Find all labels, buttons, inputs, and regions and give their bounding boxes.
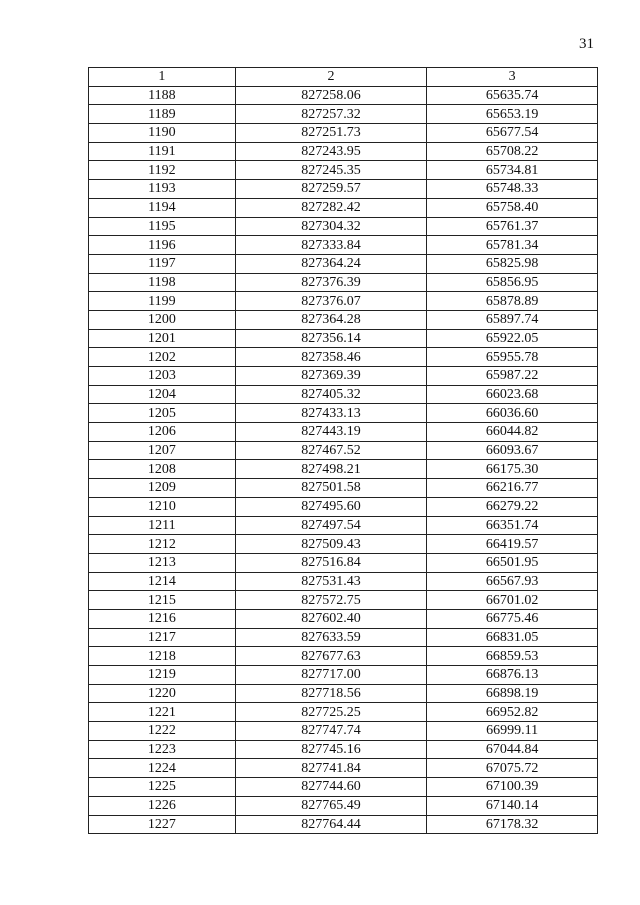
- point-number-cell: 1227: [89, 815, 236, 834]
- table-row: [89, 666, 598, 685]
- y-coordinate-cell: 66501.95: [427, 553, 598, 572]
- x-coordinate-cell: 827304.32: [235, 217, 427, 236]
- table-row: [89, 722, 598, 741]
- y-coordinate-cell: 65708.22: [427, 142, 598, 161]
- x-coordinate-cell: 827725.25: [235, 703, 427, 722]
- point-number-cell: 1200: [89, 310, 236, 329]
- y-coordinate-cell: 67100.39: [427, 778, 598, 797]
- point-number-cell: 1209: [89, 479, 236, 498]
- point-number-cell: 1191: [89, 142, 236, 161]
- table-row: [89, 759, 598, 778]
- x-coordinate-cell: 827364.28: [235, 310, 427, 329]
- x-coordinate-cell: 827245.35: [235, 161, 427, 180]
- x-coordinate-cell: 827282.42: [235, 198, 427, 217]
- table-row: [89, 348, 598, 367]
- point-number-cell: 1208: [89, 460, 236, 479]
- y-coordinate-cell: 65653.19: [427, 105, 598, 124]
- table-row: [89, 684, 598, 703]
- y-coordinate-cell: 65781.34: [427, 236, 598, 255]
- x-coordinate-cell: 827333.84: [235, 236, 427, 255]
- y-coordinate-cell: 65748.33: [427, 180, 598, 199]
- y-coordinate-cell: 66701.02: [427, 591, 598, 610]
- table-row: [89, 217, 598, 236]
- y-coordinate-cell: 67075.72: [427, 759, 598, 778]
- x-coordinate-cell: 827744.60: [235, 778, 427, 797]
- x-coordinate-cell: 827498.21: [235, 460, 427, 479]
- point-number-cell: 1225: [89, 778, 236, 797]
- table-row: [89, 703, 598, 722]
- y-coordinate-cell: 65734.81: [427, 161, 598, 180]
- point-number-cell: 1219: [89, 666, 236, 685]
- table-row: [89, 479, 598, 498]
- y-coordinate-cell: 65878.89: [427, 292, 598, 311]
- point-number-cell: 1217: [89, 628, 236, 647]
- table-row: [89, 142, 598, 161]
- table-row: [89, 292, 598, 311]
- x-coordinate-cell: 827633.59: [235, 628, 427, 647]
- table-row: [89, 628, 598, 647]
- x-coordinate-cell: 827602.40: [235, 609, 427, 628]
- x-coordinate-cell: 827718.56: [235, 684, 427, 703]
- table-row: [89, 404, 598, 423]
- y-coordinate-cell: 65922.05: [427, 329, 598, 348]
- x-coordinate-cell: 827516.84: [235, 553, 427, 572]
- point-number-cell: 1215: [89, 591, 236, 610]
- x-coordinate-cell: 827258.06: [235, 86, 427, 105]
- y-coordinate-cell: 66898.19: [427, 684, 598, 703]
- y-coordinate-cell: 66023.68: [427, 385, 598, 404]
- point-number-cell: 1211: [89, 516, 236, 535]
- point-number-cell: 1222: [89, 722, 236, 741]
- point-number-cell: 1190: [89, 124, 236, 143]
- column-header-2: 2: [235, 68, 427, 87]
- table-row: [89, 198, 598, 217]
- point-number-cell: 1204: [89, 385, 236, 404]
- point-number-cell: 1189: [89, 105, 236, 124]
- x-coordinate-cell: 827764.44: [235, 815, 427, 834]
- coordinates-table: [88, 67, 598, 834]
- table-row: [89, 105, 598, 124]
- x-coordinate-cell: 827509.43: [235, 535, 427, 554]
- x-coordinate-cell: 827495.60: [235, 497, 427, 516]
- x-coordinate-cell: 827497.54: [235, 516, 427, 535]
- table-header-row: [89, 68, 598, 87]
- table-row: [89, 516, 598, 535]
- x-coordinate-cell: 827531.43: [235, 572, 427, 591]
- table-row: [89, 423, 598, 442]
- point-number-cell: 1193: [89, 180, 236, 199]
- x-coordinate-cell: 827257.32: [235, 105, 427, 124]
- y-coordinate-cell: 66216.77: [427, 479, 598, 498]
- point-number-cell: 1220: [89, 684, 236, 703]
- x-coordinate-cell: 827259.57: [235, 180, 427, 199]
- page-number: 31: [579, 36, 594, 52]
- point-number-cell: 1223: [89, 740, 236, 759]
- x-coordinate-cell: 827356.14: [235, 329, 427, 348]
- table-row: [89, 796, 598, 815]
- table-body: [89, 86, 598, 834]
- x-coordinate-cell: 827405.32: [235, 385, 427, 404]
- point-number-cell: 1188: [89, 86, 236, 105]
- point-number-cell: 1226: [89, 796, 236, 815]
- x-coordinate-cell: 827433.13: [235, 404, 427, 423]
- x-coordinate-cell: 827251.73: [235, 124, 427, 143]
- point-number-cell: 1224: [89, 759, 236, 778]
- x-coordinate-cell: 827467.52: [235, 441, 427, 460]
- table-row: [89, 778, 598, 797]
- x-coordinate-cell: 827369.39: [235, 367, 427, 386]
- point-number-cell: 1214: [89, 572, 236, 591]
- x-coordinate-cell: 827747.74: [235, 722, 427, 741]
- x-coordinate-cell: 827745.16: [235, 740, 427, 759]
- table-row: [89, 254, 598, 273]
- x-coordinate-cell: 827376.39: [235, 273, 427, 292]
- point-number-cell: 1194: [89, 198, 236, 217]
- y-coordinate-cell: 66999.11: [427, 722, 598, 741]
- y-coordinate-cell: 65955.78: [427, 348, 598, 367]
- point-number-cell: 1195: [89, 217, 236, 236]
- x-coordinate-cell: 827376.07: [235, 292, 427, 311]
- y-coordinate-cell: 66175.30: [427, 460, 598, 479]
- y-coordinate-cell: 67178.32: [427, 815, 598, 834]
- y-coordinate-cell: 66279.22: [427, 497, 598, 516]
- y-coordinate-cell: 67044.84: [427, 740, 598, 759]
- y-coordinate-cell: 65897.74: [427, 310, 598, 329]
- y-coordinate-cell: 66952.82: [427, 703, 598, 722]
- column-header-1: 1: [89, 68, 236, 87]
- y-coordinate-cell: 66419.57: [427, 535, 598, 554]
- x-coordinate-cell: 827741.84: [235, 759, 427, 778]
- y-coordinate-cell: 65987.22: [427, 367, 598, 386]
- y-coordinate-cell: 66876.13: [427, 666, 598, 685]
- column-header-3: 3: [427, 68, 598, 87]
- point-number-cell: 1212: [89, 535, 236, 554]
- table-row: [89, 647, 598, 666]
- x-coordinate-cell: 827443.19: [235, 423, 427, 442]
- x-coordinate-cell: 827358.46: [235, 348, 427, 367]
- point-number-cell: 1205: [89, 404, 236, 423]
- x-coordinate-cell: 827677.63: [235, 647, 427, 666]
- y-coordinate-cell: 66775.46: [427, 609, 598, 628]
- table-row: [89, 460, 598, 479]
- table-row: [89, 553, 598, 572]
- table-row: [89, 815, 598, 834]
- point-number-cell: 1192: [89, 161, 236, 180]
- y-coordinate-cell: 65825.98: [427, 254, 598, 273]
- x-coordinate-cell: 827243.95: [235, 142, 427, 161]
- y-coordinate-cell: 66831.05: [427, 628, 598, 647]
- x-coordinate-cell: 827364.24: [235, 254, 427, 273]
- x-coordinate-cell: 827765.49: [235, 796, 427, 815]
- point-number-cell: 1207: [89, 441, 236, 460]
- point-number-cell: 1206: [89, 423, 236, 442]
- point-number-cell: 1202: [89, 348, 236, 367]
- y-coordinate-cell: 66044.82: [427, 423, 598, 442]
- table-row: [89, 497, 598, 516]
- table-row: [89, 310, 598, 329]
- table-row: [89, 740, 598, 759]
- table-row: [89, 441, 598, 460]
- table-row: [89, 385, 598, 404]
- point-number-cell: 1221: [89, 703, 236, 722]
- table-row: [89, 124, 598, 143]
- table-row: [89, 535, 598, 554]
- y-coordinate-cell: 65761.37: [427, 217, 598, 236]
- point-number-cell: 1196: [89, 236, 236, 255]
- point-number-cell: 1201: [89, 329, 236, 348]
- x-coordinate-cell: 827717.00: [235, 666, 427, 685]
- y-coordinate-cell: 65758.40: [427, 198, 598, 217]
- table-row: [89, 161, 598, 180]
- table-row: [89, 367, 598, 386]
- point-number-cell: 1203: [89, 367, 236, 386]
- y-coordinate-cell: 66093.67: [427, 441, 598, 460]
- table-row: [89, 273, 598, 292]
- table-row: [89, 86, 598, 105]
- y-coordinate-cell: 67140.14: [427, 796, 598, 815]
- point-number-cell: 1218: [89, 647, 236, 666]
- x-coordinate-cell: 827501.58: [235, 479, 427, 498]
- table-row: [89, 609, 598, 628]
- point-number-cell: 1197: [89, 254, 236, 273]
- y-coordinate-cell: 66859.53: [427, 647, 598, 666]
- point-number-cell: 1198: [89, 273, 236, 292]
- point-number-cell: 1210: [89, 497, 236, 516]
- table-row: [89, 591, 598, 610]
- x-coordinate-cell: 827572.75: [235, 591, 427, 610]
- y-coordinate-cell: 65635.74: [427, 86, 598, 105]
- y-coordinate-cell: 65856.95: [427, 273, 598, 292]
- y-coordinate-cell: 66567.93: [427, 572, 598, 591]
- table-row: [89, 572, 598, 591]
- table-row: [89, 236, 598, 255]
- point-number-cell: 1199: [89, 292, 236, 311]
- point-number-cell: 1213: [89, 553, 236, 572]
- table-row: [89, 180, 598, 199]
- y-coordinate-cell: 66351.74: [427, 516, 598, 535]
- y-coordinate-cell: 65677.54: [427, 124, 598, 143]
- y-coordinate-cell: 66036.60: [427, 404, 598, 423]
- table-row: [89, 329, 598, 348]
- point-number-cell: 1216: [89, 609, 236, 628]
